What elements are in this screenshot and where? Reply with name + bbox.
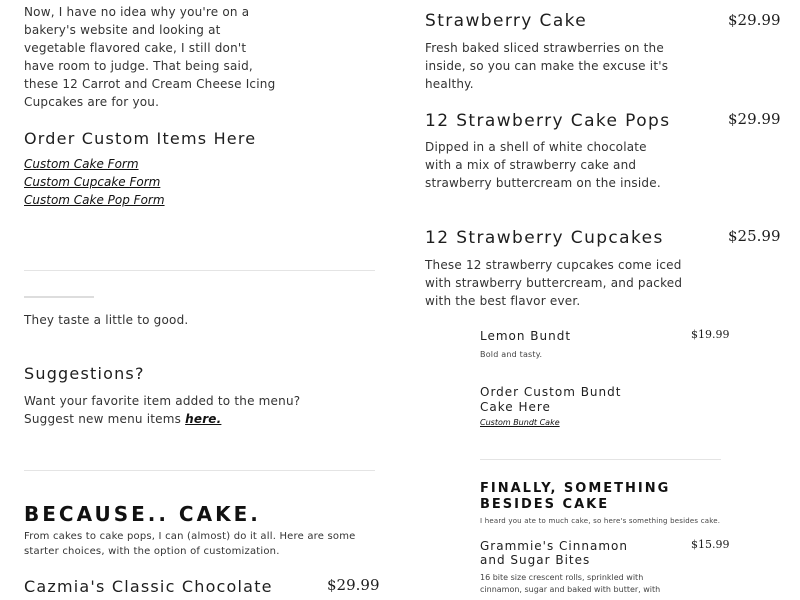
- suggestions-heading: Suggestions?: [24, 364, 145, 383]
- menu-item-name: 12 Strawberry Cupcakes: [425, 228, 664, 248]
- right-divider: [480, 459, 721, 460]
- menu-item-name: 12 Strawberry Cake Pops: [425, 111, 671, 131]
- cut-off-heading-remnant: [24, 296, 94, 298]
- because-cake-text: From cakes to cake pops, I can (almost) do it all. Here are some starter choices, with the option of customization.: [24, 531, 356, 557]
- suggest-here-link[interactable]: here.: [185, 412, 222, 426]
- taste-text: They taste a little to good.: [24, 313, 189, 327]
- classic-chocolate-name: Cazmia's Classic Chocolate: [24, 577, 273, 596]
- menu-item-description: These 12 strawberry cupcakes come iced with strawberry buttercream, and packed with the best flavor ever.: [425, 258, 683, 308]
- suggestions-line-1: Want your favorite item added to the menu?: [24, 394, 301, 408]
- menu-item-name: Strawberry Cake: [425, 11, 588, 31]
- order-custom-heading: Order Custom Items Here: [24, 129, 257, 148]
- left-divider-1: [24, 270, 375, 271]
- menu-item-price: $29.99: [728, 11, 781, 29]
- cinnamon-bites-description: 16 bite size crescent rolls, sprinkled with cinnamon, sugar and baked with butter, with: [480, 573, 661, 594]
- custom-cake-form-link[interactable]: Custom Cake Form: [24, 157, 139, 171]
- because-cake-heading: BECAUSE.. CAKE.: [24, 502, 261, 526]
- suggestions-text: [24, 392, 324, 428]
- custom-cupcake-form-link[interactable]: Custom Cupcake Form: [24, 175, 161, 189]
- carrot-cupcake-description: Now, I have no idea why you're on a bakery's website and looking at vegetable flavored cake, I still don't have room to judge. That being said, these 12 Carrot and Cream Cheese Icing Cupcakes are for you.: [24, 5, 276, 109]
- besides-cake-heading: FINALLY, SOMETHING BESIDES CAKE: [480, 481, 671, 512]
- custom-cake-pop-form-link[interactable]: Custom Cake Pop Form: [24, 193, 165, 207]
- custom-bundt-cake-link[interactable]: Custom Bundt Cake: [480, 418, 560, 427]
- classic-chocolate-price: $29.99: [327, 576, 380, 594]
- order-custom-links: [24, 155, 165, 209]
- suggestions-line-2-text: Suggest new menu items: [24, 412, 186, 426]
- lemon-bundt-description: Bold and tasty.: [480, 350, 543, 359]
- besides-cake-subtext: I heard you ate to much cake, so here's something besides cake.: [480, 517, 721, 525]
- suggestions-line-2: [24, 410, 324, 428]
- menu-item-price: $25.99: [728, 227, 781, 245]
- menu-item-description: Fresh baked sliced strawberries on the inside, so you can make the excuse it's healthy.: [425, 41, 669, 91]
- lemon-bundt-name: Lemon Bundt: [480, 329, 572, 343]
- cinnamon-bites-price: $15.99: [691, 538, 730, 551]
- lemon-bundt-price: $19.99: [691, 328, 730, 341]
- menu-item-description: Dipped in a shell of white chocolate with a mix of strawberry cake and strawberry buttercream on the inside.: [425, 140, 661, 190]
- menu-item-description-clip: [425, 256, 687, 308]
- menu-item-price: $29.99: [728, 110, 781, 128]
- order-bundt-heading: Order Custom Bundt Cake Here: [480, 385, 622, 414]
- cinnamon-bites-description-clip: [480, 572, 670, 600]
- left-divider-2: [24, 470, 375, 471]
- cinnamon-bites-name: Grammie's Cinnamon and Sugar Bites: [480, 539, 628, 567]
